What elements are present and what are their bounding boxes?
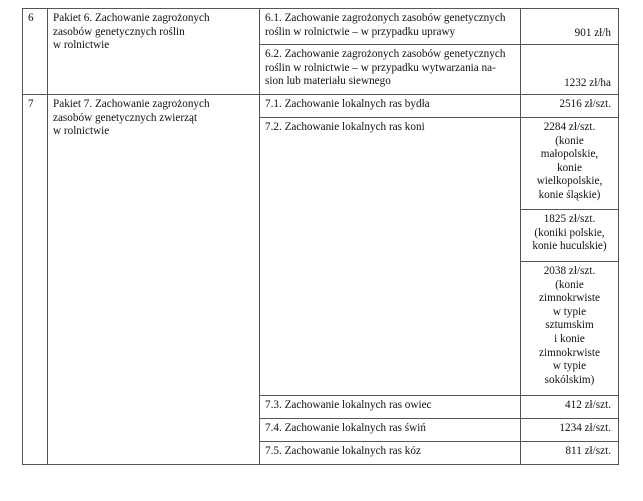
rate-line: 1825 zł/szt. bbox=[543, 213, 596, 225]
variant-line: 6.2. Zachowanie zagrożonych zasobów genetycznych bbox=[265, 48, 506, 60]
rate-line: (konie bbox=[555, 134, 584, 147]
package-title-line: zasobów genetycznych zwierząt bbox=[53, 111, 198, 124]
rate-cell bbox=[521, 210, 619, 262]
package-title bbox=[48, 9, 260, 95]
rate-cell: 901 zł/h bbox=[521, 9, 619, 45]
package-number: 6 bbox=[23, 9, 48, 95]
variant-cell: 7.2. Zachowanie lokalnych ras koni bbox=[260, 118, 521, 396]
table-row bbox=[23, 9, 619, 45]
rate-line: zimnokrwiste bbox=[539, 346, 600, 359]
variant-line: sion lub materiału siewnego bbox=[265, 75, 391, 88]
rate-line: (koniki polskie, bbox=[534, 226, 605, 239]
package-title-line: zasobów genetycznych roślin bbox=[53, 25, 185, 38]
rate-line: konie śląskie) bbox=[538, 188, 601, 201]
variant-cell bbox=[260, 45, 521, 95]
rate-line: 2284 zł/szt. bbox=[543, 121, 596, 133]
variant-line: 6.1. Zachowanie zagrożonych zasobów genetycznych bbox=[265, 12, 506, 24]
rate-cell: 811 zł/szt. bbox=[521, 442, 619, 465]
rate-cell: 412 zł/szt. bbox=[521, 396, 619, 419]
rate-cell: 1234 zł/szt. bbox=[521, 419, 619, 442]
rate-cell bbox=[521, 118, 619, 210]
rate-line: małopolskie, bbox=[540, 148, 599, 161]
package-title-line: w rolnictwie bbox=[53, 39, 110, 52]
rate-cell: 2516 zł/szt. bbox=[521, 95, 619, 118]
rate-line: konie huculskie) bbox=[532, 240, 607, 253]
table-row bbox=[23, 95, 619, 118]
rate-line: 2038 zł/szt. bbox=[543, 265, 596, 277]
rate-line: (konie bbox=[555, 278, 584, 291]
package-title-line: w rolnictwie bbox=[53, 125, 110, 138]
variant-cell: 7.1. Zachowanie lokalnych ras bydła bbox=[260, 95, 521, 118]
rate-line: wielkopolskie, bbox=[536, 175, 603, 188]
package-title-line: Pakiet 6. Zachowanie zagrożonych bbox=[53, 12, 210, 24]
rate-line: w typie bbox=[552, 360, 587, 373]
rate-line: i konie bbox=[554, 332, 585, 345]
packages-table bbox=[22, 8, 619, 465]
variant-line: roślin w rolnictwie – w przypadku wytwarzania na- bbox=[265, 61, 496, 74]
variant-cell: 7.5. Zachowanie lokalnych ras kóz bbox=[260, 442, 521, 465]
rate-line: konie bbox=[557, 161, 582, 174]
variant-cell: 7.3. Zachowanie lokalnych ras owiec bbox=[260, 396, 521, 419]
package-number: 7 bbox=[23, 95, 48, 465]
rate-line: sokólskim) bbox=[544, 373, 595, 386]
rate-line: sztumskim bbox=[545, 319, 594, 332]
package-title bbox=[48, 95, 260, 465]
rate-line: w typie bbox=[552, 305, 587, 318]
rate-cell bbox=[521, 262, 619, 396]
rate-line: zimnokrwiste bbox=[539, 292, 600, 305]
package-title-line: Pakiet 7. Zachowanie zagrożonych bbox=[53, 98, 210, 110]
variant-cell bbox=[260, 9, 521, 45]
variant-line: roślin w rolnictwie – w przypadku uprawy bbox=[265, 25, 456, 38]
rate-cell: 1232 zł/ha bbox=[521, 45, 619, 95]
variant-cell: 7.4. Zachowanie lokalnych ras świń bbox=[260, 419, 521, 442]
